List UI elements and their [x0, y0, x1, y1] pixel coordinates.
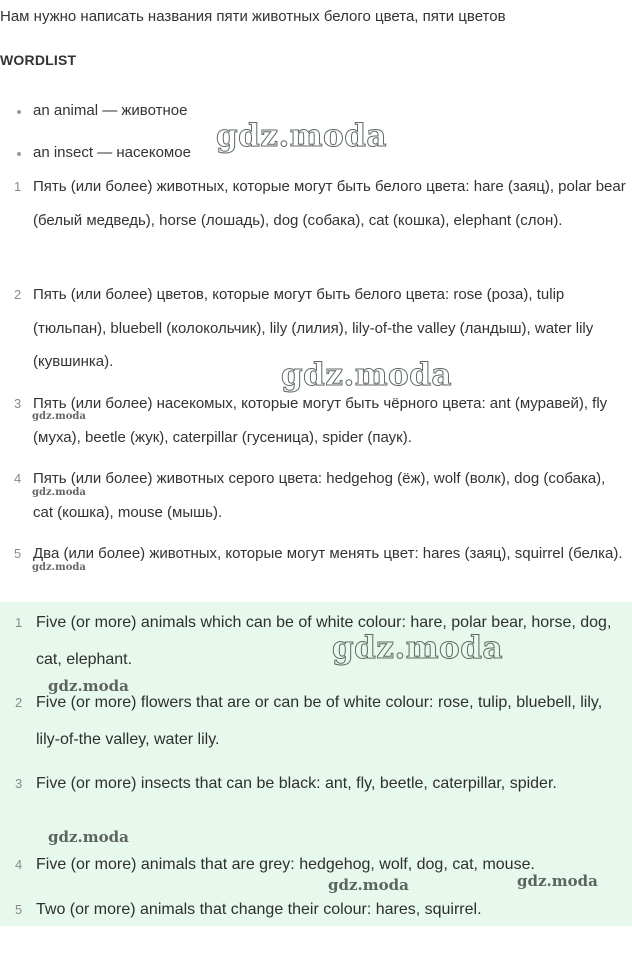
item-number: 1 [15, 615, 23, 630]
item-number: 4 [14, 471, 22, 486]
watermark: gdz.moda [216, 118, 387, 154]
item-text: Пять (или более) цветов, которые могут быть белого цвета: rose (роза), tulip (тюльпан), bluebell (колокольчик), lily (лилия), lily-of-the valley (ландыш), water lily (кувшинка). [33, 286, 594, 370]
item-text: Пять (или более) насекомых, которые могут быть чёрного цвета: ant (муравей), fly (муха), beetle (жук), caterpillar (гусеница), spider (паук). [33, 395, 608, 446]
intro-text: Нам нужно написать названия пяти животных белого цвета, пяти цветов [0, 8, 506, 25]
item-number: 3 [15, 776, 23, 791]
bullet-icon [17, 152, 21, 156]
item-text: Пять (или более) животных серого цвета: hedgehog (ёж), wolf (волк), dog (собака), cat (кошка), mouse (мышь). [33, 470, 606, 521]
item-text: Пять (или более) животных, которые могут быть белого цвета: hare (заяц), polar bear (белый медведь), horse (лошадь), dog (собака), cat (кошка), elephant (слон). [33, 178, 626, 229]
item-text: Два (или более) животных, которые могут менять цвет: hares (заяц), squirrel (белка). [33, 545, 623, 562]
list-item: an insect — насекомое [14, 136, 614, 178]
item-number: 2 [14, 287, 22, 302]
bullet-icon [17, 110, 21, 114]
item-text: Five (or more) insects that can be black: ant, fly, beetle, caterpillar, spider. [36, 775, 557, 792]
item-number: 4 [15, 857, 23, 872]
item-text: Five (or more) animals which can be of white colour: hare, polar bear, horse, dog, cat, elephant. [36, 614, 612, 668]
watermark: gdz.moda [517, 872, 598, 890]
watermark: gdz.moda [32, 411, 86, 422]
item-text: Five (or more) animals that are grey: hedgehog, wolf, dog, cat, mouse. [36, 856, 535, 873]
watermark: gdz.moda [32, 562, 86, 573]
item-number: 5 [15, 902, 23, 917]
watermark: gdz.moda [32, 487, 86, 498]
item-number: 3 [14, 396, 22, 411]
item-text: Five (or more) flowers that are or can be of white colour: rose, tulip, bluebell, lily, lily-of-the valley, water lily. [36, 694, 603, 748]
item-number: 2 [15, 695, 23, 710]
item-number: 5 [14, 546, 22, 561]
item-number: 1 [14, 179, 22, 194]
item-text: Two (or more) animals that change their colour: hares, squirrel. [36, 901, 482, 918]
watermark: gdz.moda [332, 630, 503, 666]
watermark: gdz.moda [281, 357, 452, 393]
wordlist-heading: WORDLIST [0, 52, 77, 68]
list-item: an animal — животное [14, 94, 614, 136]
watermark: gdz.moda [48, 677, 129, 695]
watermark: gdz.moda [48, 828, 129, 846]
watermark: gdz.moda [328, 876, 409, 894]
